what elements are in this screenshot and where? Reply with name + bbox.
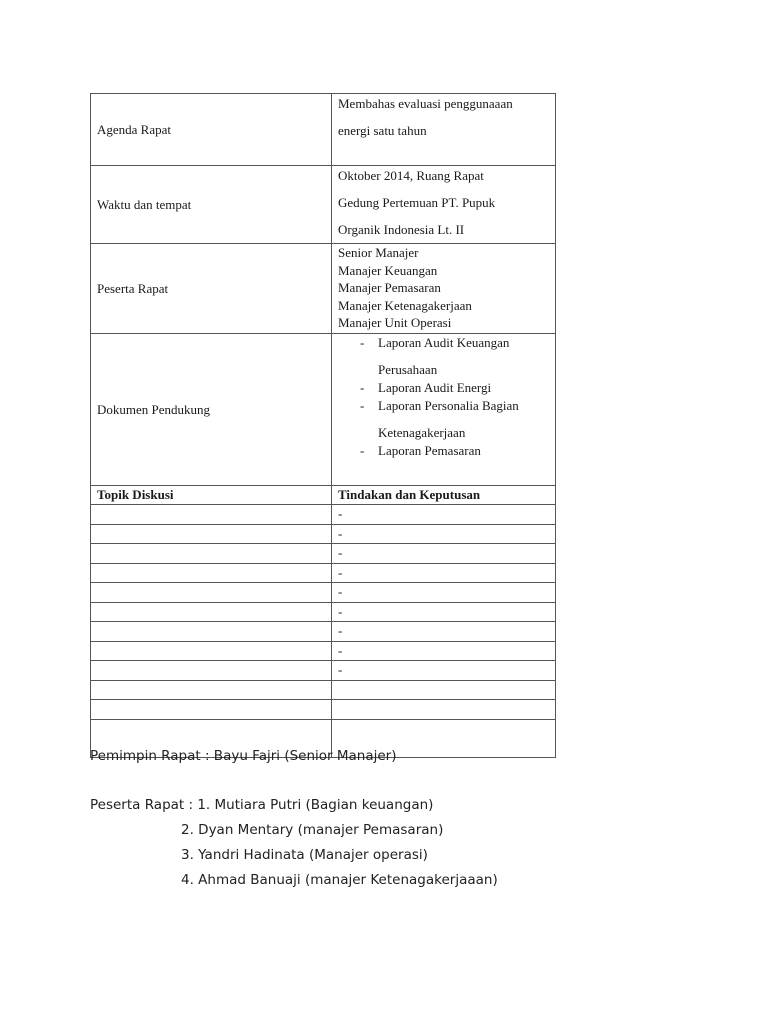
discussion-header-row [91,486,556,505]
dokumen-list [338,334,549,460]
discussion-row [91,505,556,525]
peserta-value-line: Manajer Ketenagakerjaan [338,297,472,313]
tindakan-cell: - [332,505,556,525]
topik-cell [91,622,332,642]
discussion-row [91,524,556,544]
tindakan-cell: - [332,641,556,661]
peserta-value-line: Manajer Keuangan [338,262,438,278]
tindakan-cell [332,680,556,700]
discussion-row [91,602,556,622]
peserta-value [332,244,556,334]
list-dash: - [360,335,365,350]
waktu-value [332,166,556,244]
tindakan-cell: - [332,583,556,603]
topik-cell [91,544,332,564]
peserta-rapat-line: 4. Ahmad Banuaji (manajer Ketenagakerjaaan) [181,872,498,888]
tindakan-header: Tindakan dan Keputusan [332,486,556,505]
discussion-row [91,622,556,642]
agenda-value-line: energi satu tahun [338,123,427,138]
discussion-row [91,641,556,661]
peserta-rapat-line: 2. Dyan Mentary (manajer Pemasaran) [181,822,444,838]
dokumen-item-continuation: Ketenagakerjaan [378,425,466,440]
dokumen-item [338,334,549,352]
agenda-label: Agenda Rapat [91,94,332,166]
tindakan-cell: - [332,524,556,544]
dokumen-item [338,379,549,397]
peserta-value-line: Manajer Unit Operasi [338,315,452,331]
peserta-row [91,244,556,334]
tindakan-cell: - [332,544,556,564]
agenda-value [332,94,556,166]
topik-header: Topik Diskusi [91,486,332,505]
agenda-value-line: Membahas evaluasi penggunaaan [338,96,513,111]
waktu-label: Waktu dan tempat [91,166,332,244]
topik-cell [91,680,332,700]
meeting-minutes-table [90,93,556,758]
peserta-rapat-line: Peserta Rapat : 1. Mutiara Putri (Bagian keuangan) [90,797,434,813]
peserta-value-line: Senior Manajer [338,245,419,260]
topik-cell [91,583,332,603]
dokumen-item-continuation: Perusahaan [378,362,438,377]
topik-cell [91,524,332,544]
topik-cell [91,641,332,661]
topik-cell [91,661,332,681]
discussion-row [91,661,556,681]
agenda-row [91,94,556,166]
dokumen-item [338,397,549,415]
peserta-value-line: Manajer Pemasaran [338,280,441,296]
dokumen-item-text: Laporan Pemasaran [378,443,481,458]
topik-cell [91,700,332,720]
dokumen-item [338,442,549,460]
topik-cell [91,563,332,583]
peserta-label: Peserta Rapat [91,244,332,334]
dokumen-row [91,334,556,486]
peserta-rapat-line: 3. Yandri Hadinata (Manajer operasi) [181,847,428,863]
dokumen-value [332,334,556,486]
tindakan-cell [332,700,556,720]
topik-cell [91,505,332,525]
discussion-row [91,583,556,603]
dokumen-item-text: Laporan Audit Energi [378,380,492,395]
discussion-row [91,700,556,720]
discussion-row [91,563,556,583]
pemimpin-rapat-line: Pemimpin Rapat : Bayu Fajri (Senior Manajer) [90,748,397,764]
tindakan-cell: - [332,661,556,681]
waktu-value-line: Oktober 2014, Ruang Rapat [338,168,484,183]
list-dash: - [360,380,365,395]
tindakan-cell: - [332,563,556,583]
topik-cell [91,602,332,622]
tindakan-cell: - [332,622,556,642]
tindakan-cell: - [332,602,556,622]
list-dash: - [360,398,365,413]
waktu-value-line: Organik Indonesia Lt. II [338,222,465,237]
waktu-row [91,166,556,244]
list-dash: - [360,443,365,458]
discussion-row [91,544,556,564]
waktu-value-line: Gedung Pertemuan PT. Pupuk [338,195,496,210]
dokumen-label: Dokumen Pendukung [91,334,332,486]
dokumen-item-text: Laporan Audit Keuangan [378,335,510,350]
discussion-row [91,680,556,700]
dokumen-item-text: Laporan Personalia Bagian [378,398,519,413]
